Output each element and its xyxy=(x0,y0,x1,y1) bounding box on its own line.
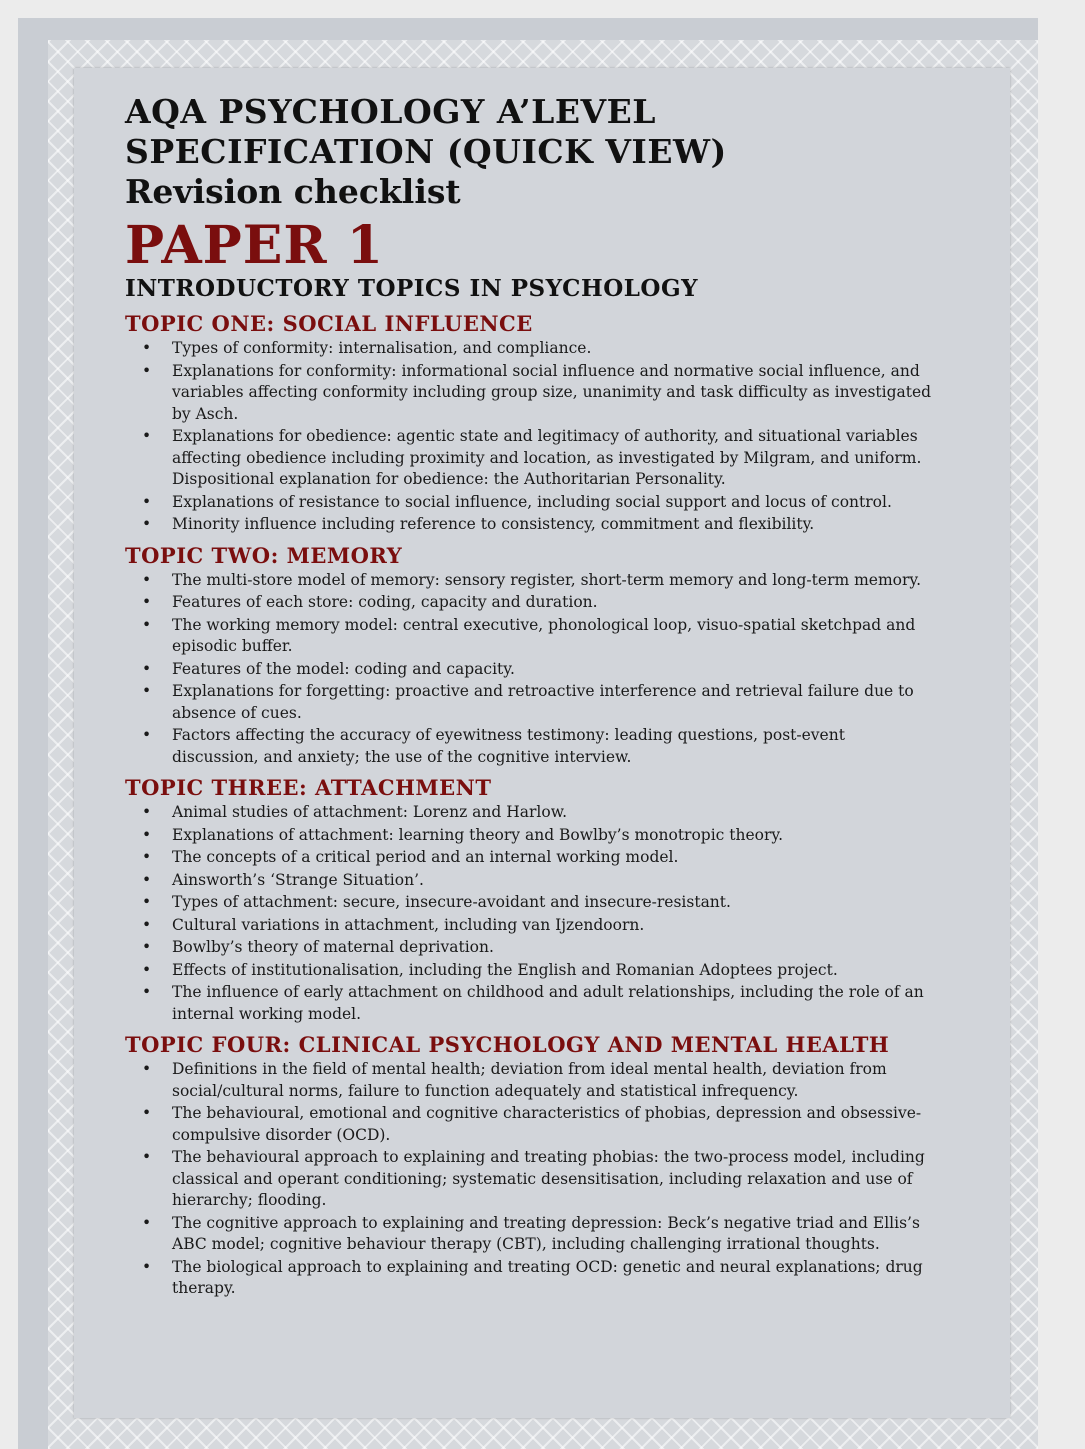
bullet-icon: • xyxy=(142,803,152,821)
section-heading: INTRODUCTORY TOPICS IN PSYCHOLOGY xyxy=(125,275,699,302)
list-item xyxy=(142,1213,935,1256)
list-item-text: Explanations for obedience: agentic state and legitimacy of authority, and situational variables affecting obedience including proximity and location, as investigated by Milgram, and uniform. Dispositional explanation for obedience: the Authoritarian Personality. xyxy=(172,427,922,488)
list-item xyxy=(142,802,935,824)
list-item-text: Explanations of resistance to social influence, including social support and locus of control. xyxy=(172,492,892,511)
list-item-text: Bowlby’s theory of maternal deprivation. xyxy=(172,938,494,956)
list-item xyxy=(142,915,935,937)
list-item-text: Types of conformity: internalisation, and compliance. xyxy=(172,339,592,357)
bullet-icon: • xyxy=(142,492,152,511)
bullet-icon: • xyxy=(142,1257,152,1276)
list-item xyxy=(142,492,935,514)
list-item-text: The cognitive approach to explaining and treating depression: Beck’s negative triad and Ellis’s ABC model; cognitive behaviour therapy (CBT), including challenging irrational thoughts. xyxy=(172,1213,920,1253)
document-content xyxy=(125,92,935,1306)
bullet-icon: • xyxy=(142,615,152,634)
bullet-icon: • xyxy=(142,361,152,380)
list-item-text: Definitions in the field of mental health; deviation from ideal mental health, deviation from social/cultural norms, failure to function adequately and statistical infrequency. xyxy=(172,1060,887,1100)
topic-points-list xyxy=(125,802,935,1025)
list-item-text: The working memory model: central executive, phonological loop, visuo-spatial sketchpad and episodic buffer. xyxy=(172,615,916,655)
list-item xyxy=(142,960,935,982)
document-title-line2: SPECIFICATION (QUICK VIEW) xyxy=(125,132,727,171)
topic-heading: TOPIC ONE: SOCIAL INFLUENCE xyxy=(125,311,533,336)
bullet-icon: • xyxy=(142,659,152,678)
bullet-icon: • xyxy=(142,983,152,1001)
list-item-text: Explanations for conformity: informational social influence and normative social influence, and variables affecting conformity including group size, unanimity and task difficulty as investigated by Asch. xyxy=(172,361,932,423)
bullet-icon: • xyxy=(142,1060,152,1078)
bullet-icon: • xyxy=(142,339,152,357)
list-item xyxy=(142,1257,935,1300)
list-item xyxy=(142,426,935,491)
list-item xyxy=(142,615,935,658)
list-item-text: Explanations for forgetting: proactive and retroactive interference and retrieval failure due to absence of cues. xyxy=(172,682,914,722)
list-item xyxy=(142,570,935,592)
list-item xyxy=(142,681,935,724)
topic-points-list xyxy=(125,1059,935,1300)
document-title-line1: AQA PSYCHOLOGY A’LEVEL xyxy=(125,92,656,131)
list-item-text: The influence of early attachment on childhood and adult relationships, including the role of an internal working model. xyxy=(172,983,924,1023)
list-item-text: Cultural variations in attachment, including van Ijzendoorn. xyxy=(172,915,645,934)
list-item xyxy=(142,592,935,614)
list-item-text: Ainsworth’s ‘Strange Situation’. xyxy=(172,870,424,889)
list-item xyxy=(142,937,935,959)
bullet-icon: • xyxy=(142,515,152,533)
bullet-icon: • xyxy=(142,893,152,911)
bullet-icon: • xyxy=(142,570,152,589)
list-item-text: Animal studies of attachment: Lorenz and Harlow. xyxy=(172,803,568,821)
list-item-text: The concepts of a critical period and an internal working model. xyxy=(172,848,679,866)
list-item xyxy=(142,1147,935,1212)
list-item xyxy=(142,338,935,360)
list-item-text: Factors affecting the accuracy of eyewitness testimony: leading questions, post-event discussion, and anxiety; the use of the cognitive interview. xyxy=(172,726,845,766)
list-item xyxy=(142,361,935,426)
bullet-icon: • xyxy=(142,1213,152,1232)
list-item-text: Features of each store: coding, capacity and duration. xyxy=(172,593,598,611)
list-item xyxy=(142,1103,935,1146)
list-item xyxy=(142,982,935,1025)
topic-points-list xyxy=(125,338,935,536)
bullet-icon: • xyxy=(142,848,152,866)
list-item-text: The biological approach to explaining and treating OCD: genetic and neural explanations; drug therapy. xyxy=(172,1257,923,1297)
list-item xyxy=(142,659,935,681)
bullet-icon: • xyxy=(142,870,152,889)
list-item xyxy=(142,514,935,536)
bullet-icon: • xyxy=(142,938,152,956)
list-item-text: The behavioural approach to explaining and treating phobias: the two-process model, including classical and operant conditioning; systematic desensitisation, including relaxation and use of hierarchy; flooding. xyxy=(172,1148,925,1209)
list-item-text: The multi-store model of memory: sensory register, short-term memory and long-term memory. xyxy=(172,570,922,589)
topics-container xyxy=(125,310,935,1300)
topic-heading: TOPIC THREE: ATTACHMENT xyxy=(125,775,492,800)
list-item-text: Effects of institutionalisation, including the English and Romanian Adoptees project. xyxy=(172,960,838,979)
bullet-icon: • xyxy=(142,915,152,934)
list-item-text: Features of the model: coding and capacity. xyxy=(172,659,515,678)
paper-heading: PAPER 1 xyxy=(125,215,384,276)
bullet-icon: • xyxy=(142,825,152,844)
topic-heading: TOPIC FOUR: CLINICAL PSYCHOLOGY AND MENTAL HEALTH xyxy=(125,1032,890,1057)
list-item-text: Types of attachment: secure, insecure-avoidant and insecure-resistant. xyxy=(172,893,731,911)
bullet-icon: • xyxy=(142,726,152,744)
bullet-icon: • xyxy=(142,593,152,611)
bullet-icon: • xyxy=(142,1148,152,1166)
list-item xyxy=(142,892,935,914)
list-item xyxy=(142,847,935,869)
list-item xyxy=(142,870,935,892)
bullet-icon: • xyxy=(142,1104,152,1122)
topic-points-list xyxy=(125,570,935,769)
list-item xyxy=(142,1059,935,1102)
bullet-icon: • xyxy=(142,427,152,445)
document-subtitle: Revision checklist xyxy=(125,172,461,211)
list-item-text: Explanations of attachment: learning theory and Bowlby’s monotropic theory. xyxy=(172,825,784,844)
list-item xyxy=(142,825,935,847)
list-item xyxy=(142,725,935,768)
list-item-text: Minority influence including reference to consistency, commitment and flexibility. xyxy=(172,515,815,533)
bullet-icon: • xyxy=(142,960,152,979)
list-item-text: The behavioural, emotional and cognitive characteristics of phobias, depression and obsessive-compulsive disorder (OCD). xyxy=(172,1104,922,1144)
topic-heading: TOPIC TWO: MEMORY xyxy=(125,542,403,568)
bullet-icon: • xyxy=(142,682,152,700)
